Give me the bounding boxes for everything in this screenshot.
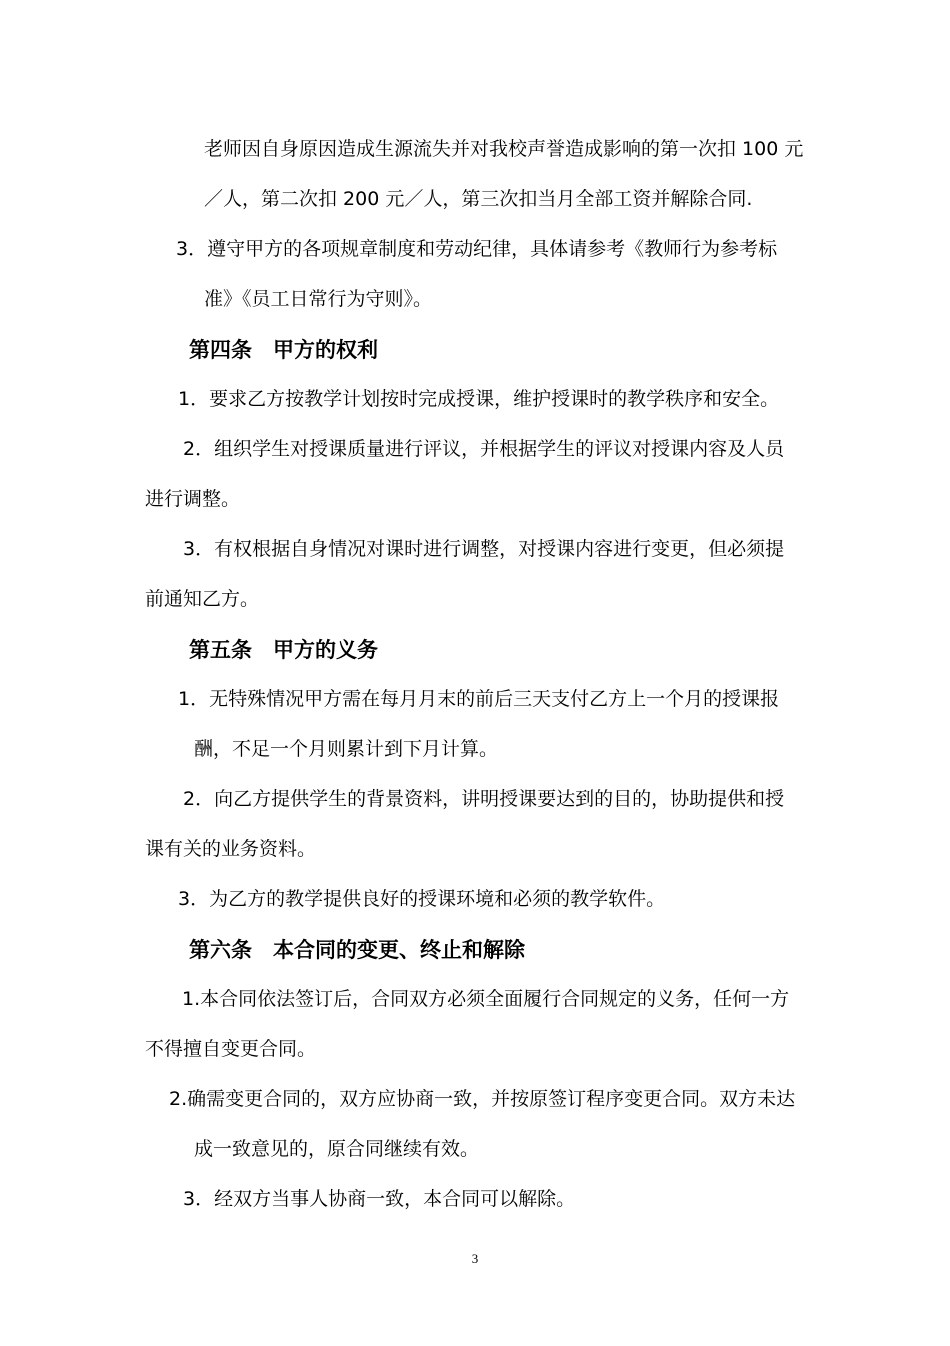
paragraph-line: 酬，不足一个月则累计到下月计算。 — [194, 738, 499, 760]
paragraph-line: 1．无特殊情况甲方需在每月月末的前后三天支付乙方上一个月的授课报 — [178, 688, 780, 710]
paragraph-line: 进行调整。 — [145, 488, 241, 510]
paragraph-line: 不得擅自变更合同。 — [145, 1038, 317, 1060]
paragraph-line: 1.本合同依法签订后，合同双方必须全面履行合同规定的义务，任何一方 — [182, 988, 790, 1010]
paragraph-line: 3．经双方当事人协商一致，本合同可以解除。 — [183, 1188, 576, 1210]
paragraph-line: 3．遵守甲方的各项规章制度和劳动纪律，具体请参考《教师行为参考标 — [176, 238, 778, 260]
paragraph-line: 课有关的业务资料。 — [145, 838, 317, 860]
paragraph-line: 2．组织学生对授课质量进行评议，并根据学生的评议对授课内容及人员 — [183, 438, 785, 460]
section-heading: 第五条 甲方的义务 — [189, 638, 378, 662]
paragraph-line: ／人，第二次扣 200 元／人，第三次扣当月全部工资并解除合同. — [204, 188, 753, 210]
paragraph-line: 成一致意见的，原合同继续有效。 — [194, 1138, 480, 1160]
paragraph-line: 1．要求乙方按教学计划按时完成授课，维护授课时的教学秩序和安全。 — [178, 388, 780, 410]
paragraph-line: 准》《员工日常行为守则》。 — [204, 288, 433, 310]
section-heading: 第四条 甲方的权利 — [189, 338, 378, 362]
paragraph-line: 2.确需变更合同的，双方应协商一致，并按原签订程序变更合同。双方未达 — [169, 1088, 796, 1110]
paragraph-line: 3．为乙方的教学提供良好的授课环境和必须的教学软件。 — [178, 888, 666, 910]
paragraph-line: 老师因自身原因造成生源流失并对我校声誉造成影响的第一次扣 100 元 — [204, 138, 804, 160]
section-heading: 第六条 本合同的变更、终止和解除 — [189, 938, 525, 962]
page-number: 3 — [471, 1251, 479, 1266]
paragraph-line: 前通知乙方。 — [145, 588, 260, 610]
paragraph-line: 2．向乙方提供学生的背景资料，讲明授课要达到的目的，协助提供和授 — [183, 788, 785, 810]
paragraph-line: 3．有权根据自身情况对课时进行调整，对授课内容进行变更，但必须提 — [183, 538, 785, 560]
